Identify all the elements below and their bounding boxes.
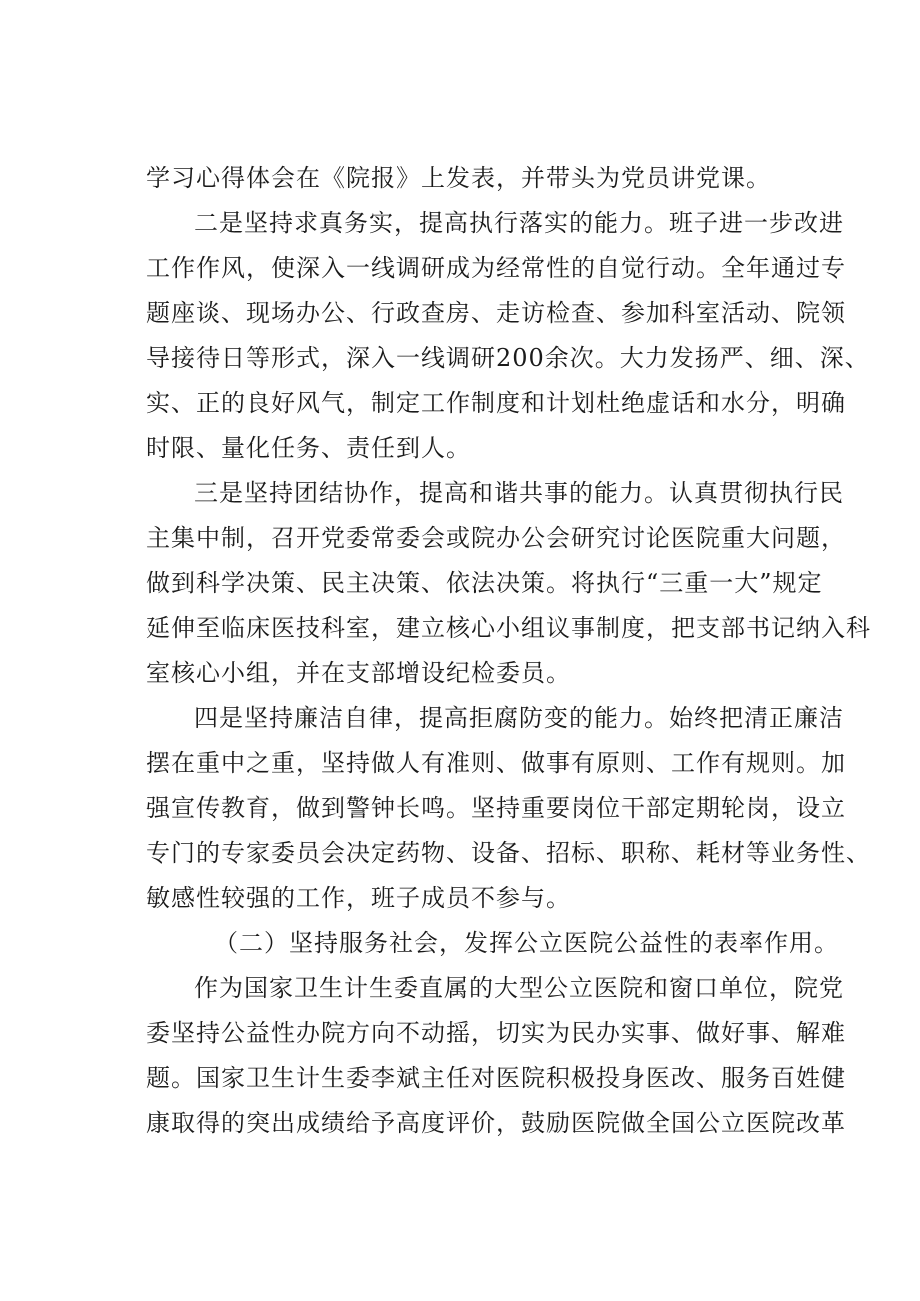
section-heading: （二）坚持服务社会，发挥公立医院公益性的表率作用。 [214,929,839,957]
paragraph-line: 主集中制，召开党委常委会或院办公会研究讨论医院重大问题， [146,524,846,552]
paragraph-line: 康取得的突出成绩给予高度评价，鼓励医院做全国公立医院改革 [146,1109,846,1137]
paragraph-line: 专门的专家委员会决定药物、设备、招标、职称、耗材等业务性、 [146,839,871,867]
paragraph-line: 作为国家卫生计生委直属的大型公立医院和窗口单位，院党 [194,974,844,1002]
paragraph-line: 做到科学决策、民主决策、依法决策。将执行“三重一大”规定 [146,569,823,597]
paragraph-line: 摆在重中之重，坚持做人有准则、做事有原则、工作有规则。加 [146,749,846,777]
paragraph-line: 二是坚持求真务实，提高执行落实的能力。班子进一步改进 [194,209,844,237]
paragraph-line: 时限、量化任务、责任到人。 [146,434,471,462]
paragraph-line: 学习心得体会在《院报》上发表，并带头为党员讲党课。 [146,164,771,192]
paragraph-line: 委坚持公益性办院方向不动摇，切实为民办实事、做好事、解难 [146,1019,846,1047]
paragraph-line: 延伸至临床医技科室，建立核心小组议事制度，把支部书记纳入科 [146,614,871,642]
paragraph-line: 室核心小组，并在支部增设纪检委员。 [146,659,571,687]
paragraph-line: 四是坚持廉洁自律，提高拒腐防变的能力。始终把清正廉洁 [194,704,844,732]
paragraph-line: 实、正的良好风气，制定工作制度和计划杜绝虚话和水分，明确 [146,389,846,417]
paragraph-line: 敏感性较强的工作，班子成员不参与。 [146,884,571,912]
paragraph-line: 强宣传教育，做到警钟长鸣。坚持重要岗位干部定期轮岗，设立 [146,794,846,822]
paragraph-line: 题座谈、现场办公、行政查房、走访检查、参加科室活动、院领 [146,299,846,327]
paragraph-line: 题。国家卫生计生委李斌主任对医院积极投身医改、服务百姓健 [146,1064,846,1092]
paragraph-line: 三是坚持团结协作，提高和谐共事的能力。认真贯彻执行民 [194,479,844,507]
paragraph-line: 导接待日等形式，深入一线调研200余次。大力发扬严、细、深、 [146,344,870,372]
paragraph-line: 工作作风，使深入一线调研成为经常性的自觉行动。全年通过专 [146,254,846,282]
